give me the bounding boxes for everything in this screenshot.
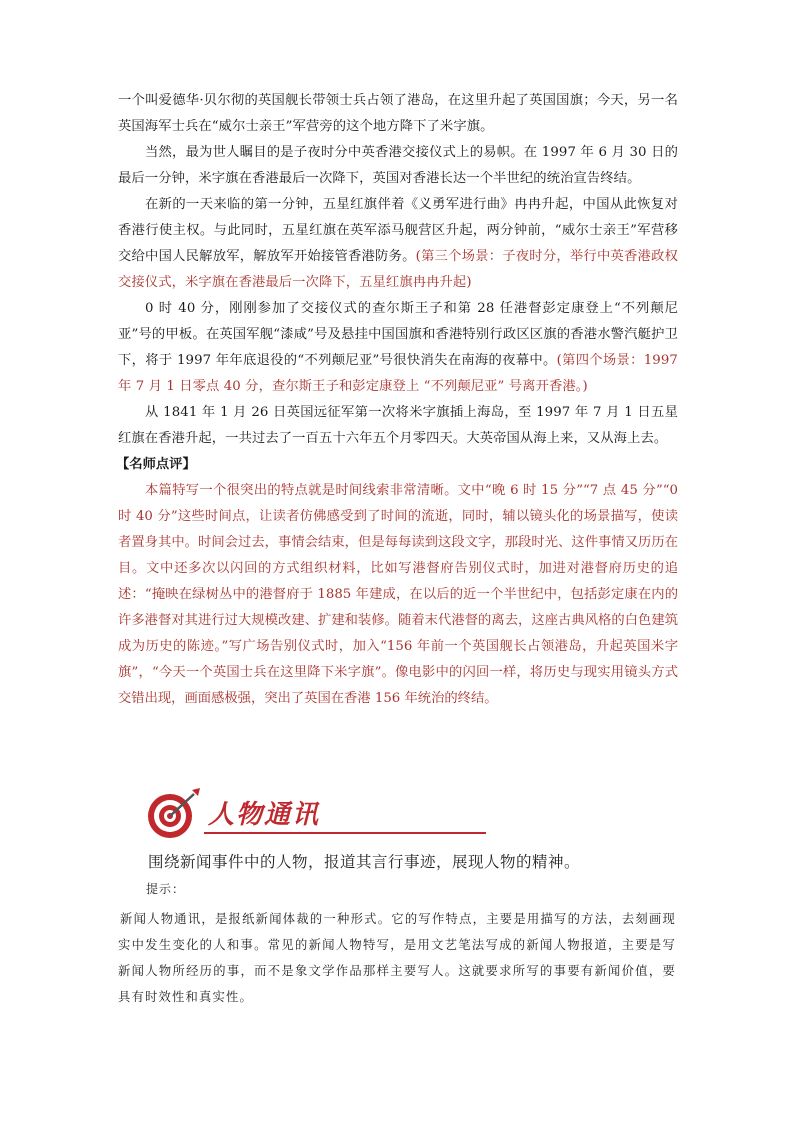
banner-title: 人物通讯 xyxy=(208,800,321,830)
paragraph-2 xyxy=(118,140,678,192)
review-heading: 【名师点评】 xyxy=(116,457,196,472)
scene-note: (第三个场景：子夜时分，举行中英香港政权交接仪式，米字旗在香港最后一次降下，五星红旗冉冉升起) xyxy=(118,249,679,290)
section-summary: 围绕新闻事件中的人物，报道其言行事迹，展现人物的精神。 xyxy=(148,853,581,871)
banner-underline xyxy=(204,832,486,834)
paragraph-text: 从 1841 年 1 月 26 日英国远征军第一次将米字旗插上海岛，至 1997 年 7 月 1 日五星红旗在香港升起，一共过去了一百五十六年五个月零四天。大英帝国从海上来，又从海上去。 xyxy=(118,405,678,446)
paragraph-3 xyxy=(118,192,678,296)
paragraph-5 xyxy=(118,400,678,452)
paragraph-4 xyxy=(118,296,678,400)
target-dart-icon xyxy=(146,786,204,842)
paragraph-1 xyxy=(118,88,678,140)
paragraph-text: 一个叫爱德华·贝尔彻的英国舰长带领士兵占领了港岛，在这里升起了英国国旗；今天，另一名英国海军士兵在“威尔士亲王”军营旁的这个地方降下了米字旗。 xyxy=(118,93,678,134)
paragraph-text: 当然，最为世人瞩目的是子夜时分中英香港交接仪式上的易帜。在 1997 年 6 月 30 日的最后一分钟，米字旗在香港最后一次降下，英国对香港长达一个半世纪的统治宣告终结。 xyxy=(118,145,678,186)
tip-label: 提示： xyxy=(146,882,186,896)
tip-text: 新闻人物通讯，是报纸新闻体裁的一种形式。它的写作特点，主要是用描写的方法，去刻画现实中发生变化的人和事。常见的新闻人物特写，是用文艺笔法写成的新闻人物报道，主要是写新闻人物所经历的事，而不是象文学作品那样主要写人。这就要求所写的事要有新闻价值，要具有时效性和真实性。 xyxy=(118,912,676,1004)
review-text: 本篇特写一个很突出的特点就是时间线索非常清晰。文中“晚 6 时 15 分”“7 点 45 分”“0 时 40 分”这些时间点，让读者仿佛感受到了时间的流逝，同时，辅以镜头化的场景描写，使读者置身其中。时间会过去，事情会结束，但是每每读到这段文字，那段时光、这件事情又历历在目。文中还多次以闪回的方式组织材料，比如写港督府告别仪式时，加进对港督府历史的追述：“掩映在绿树丛中的港督府于 1885 年建成，在以后的近一个半世纪中，包括彭定康在内的许多港督对其进行过大规模改建、扩建和装修。随着末代港督的离去，这座古典风格的白色建筑成为历史的陈迹。”写广场告别仪式时，加入“156 年前一个英国舰长占领港岛，升起英国米字旗”，“今天一个英国士兵在这里降下米字旗”。像电影中的闪回一样，将历史与现实用镜头方式交错出现，画面感极强，突出了英国在香港 156 年统治的终结。 xyxy=(118,483,678,706)
article-body xyxy=(118,88,678,712)
scene-note: (第四个场景：1997 年 7 月 1 日零点 40 分，查尔斯王子和彭定康登上 “不列颠尼亚” 号离开香港。) xyxy=(118,353,678,394)
section-banner xyxy=(146,786,376,842)
paragraph-text: 在新的一天来临的第一分钟，五星红旗伴着《义勇军进行曲》冉冉升起，中国从此恢复对香港行使主权。与此同时，五星红旗在英军添马舰营区升起，两分钟前，“威尔士亲王”军营移交给中国人民解放军，解放军开始接管香港防务。 xyxy=(118,197,678,264)
paragraph-text: 0 时 40 分，刚刚参加了交接仪式的查尔斯王子和第 28 任港督彭定康登上“不列颠尼亚”号的甲板。在英国军舰“漆咸”号及悬挂中国国旗和香港特别行政区区旗的香港水警汽艇护卫下，将于 1997 年年底退役的“不列颠尼亚”号很快消失在南海的夜幕中。 xyxy=(118,301,678,368)
